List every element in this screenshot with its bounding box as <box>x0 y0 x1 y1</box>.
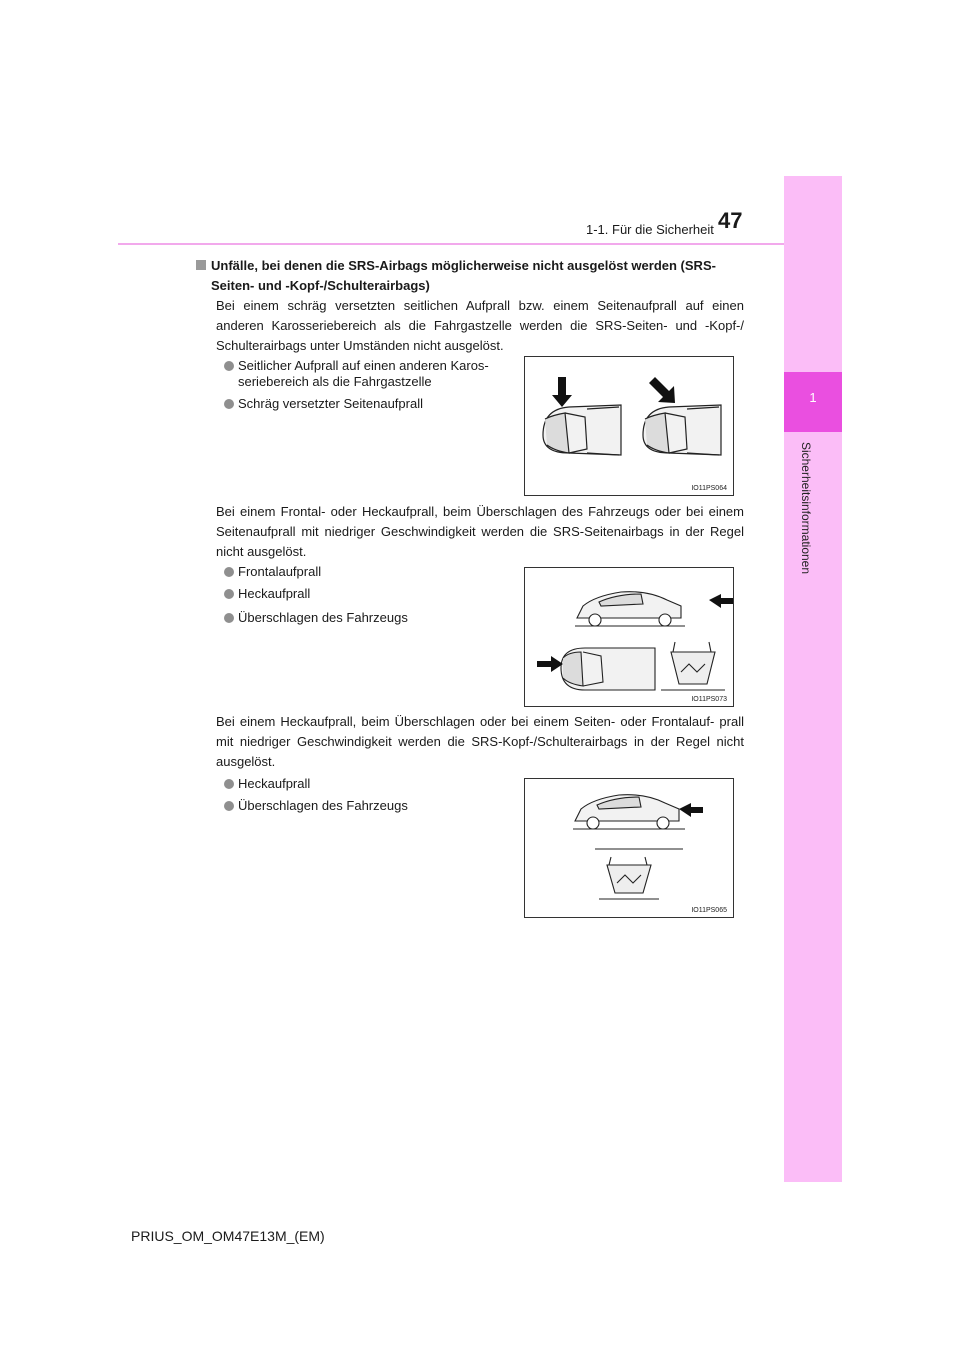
figure-code: IO11PS065 <box>691 907 727 914</box>
figure-side-impact <box>524 356 734 496</box>
figure-frontal-rear-rollover <box>524 567 734 707</box>
figure-rear-rollover <box>524 778 734 918</box>
bullet-side-impact: Seitlicher Aufprall auf einen anderen Karos- <box>238 356 489 376</box>
bullet-rollover: Überschlagen des Fahrzeugs <box>238 608 408 628</box>
chapter-number: 1 <box>809 390 817 405</box>
bullet-rear-impact: Heckaufprall <box>238 584 310 604</box>
bullet-dot-icon <box>224 361 234 371</box>
intro-paragraph: Bei einem schräg versetzten seitlichen Aufprall bzw. einem Seitenaufprall auf einen anderen Karosseriebereich als die Fahrgastzelle werden die SRS-Seiten- und -Kopf-/ Schulterairbags unter Umständen nicht ausgelöst. <box>216 298 744 353</box>
bullet-dot-icon <box>224 779 234 789</box>
section-title <box>211 256 751 296</box>
chapter-title: Sicherheitsinformationen <box>799 441 813 575</box>
paragraph-curtain-airbags: Bei einem Heckaufprall, beim Überschlagen oder bei einem Seiten- oder Frontalauf- prall mit niedriger Geschwindigkeit werden die SRS-Kopf-/Schulterairbags in der Regel nicht ausgelöst. <box>216 714 744 769</box>
header-rule <box>118 243 784 245</box>
bullet-dot-icon <box>224 399 234 409</box>
frontal-rear-rollover-illustration <box>525 568 733 706</box>
chapter-side-tab <box>784 176 842 1182</box>
bullet-dot-icon <box>224 613 234 623</box>
square-bullet-icon <box>196 260 206 270</box>
bullet-dot-icon <box>224 801 234 811</box>
page-number: 47 <box>718 208 743 233</box>
document-code: PRIUS_OM_OM47E13M_(EM) <box>131 1228 325 1244</box>
section-header: 1-1. Für die Sicherheit <box>586 222 714 237</box>
bullet-dot-icon <box>224 589 234 599</box>
side-impact-illustration <box>525 357 733 495</box>
section-title-text: Unfälle, bei denen die SRS-Airbags möglicherweise nicht ausgelöst werden (SRS-Seiten- und -Kopf-/Schulterairbags) <box>211 258 716 293</box>
rear-rollover-illustration <box>525 779 733 917</box>
bullet-frontal-impact: Frontalaufprall <box>238 562 321 582</box>
bullet-side-impact-cont: seriebereich als die Fahrgastzelle <box>238 374 432 389</box>
figure-code: IO11PS064 <box>691 485 727 492</box>
bullet-oblique-impact: Schräg versetzter Seitenaufprall <box>238 394 423 414</box>
bullet-rear-impact: Heckaufprall <box>238 774 310 794</box>
bullet-rollover: Überschlagen des Fahrzeugs <box>238 796 408 816</box>
bullet-dot-icon <box>224 567 234 577</box>
paragraph-side-airbags: Bei einem Frontal- oder Heckaufprall, beim Überschlagen des Fahrzeugs oder bei einem Seitenaufprall mit niedriger Geschwindigkeit werden die SRS-Seitenairbags in der Regel nicht ausgelöst. <box>216 504 744 559</box>
figure-code: IO11PS073 <box>691 696 727 703</box>
